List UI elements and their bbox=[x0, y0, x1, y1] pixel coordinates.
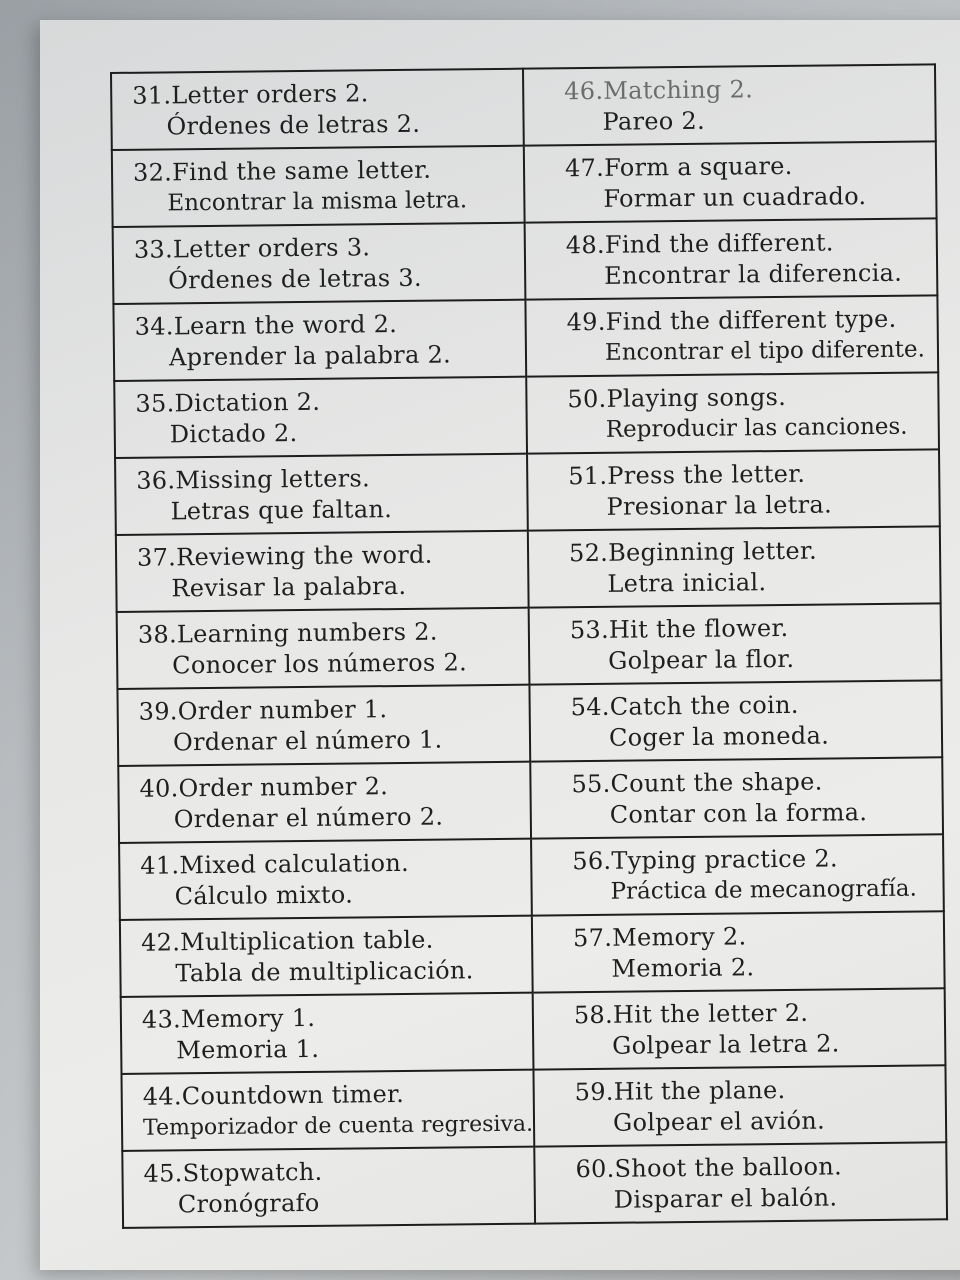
activity-cell bbox=[115, 454, 528, 535]
activity-number: 46. bbox=[564, 76, 604, 105]
activity-number: 55. bbox=[571, 769, 611, 798]
activity-cell bbox=[117, 685, 530, 766]
activity-english-title bbox=[566, 226, 936, 261]
activity-cell bbox=[524, 141, 937, 222]
activity-number: 49. bbox=[566, 307, 606, 336]
activity-cell bbox=[533, 1065, 946, 1146]
activity-spanish-title: Encontrar la misma letra. bbox=[167, 186, 468, 216]
activity-number: 60. bbox=[575, 1154, 615, 1183]
activity-number: 45. bbox=[143, 1158, 183, 1188]
activity-english-text: Playing songs. bbox=[606, 382, 787, 413]
activity-english-text: Hit the flower. bbox=[608, 613, 789, 644]
activity-english-text: Typing practice 2. bbox=[611, 843, 839, 875]
activity-spanish-title: Órdenes de letras 3. bbox=[168, 263, 422, 294]
activity-number: 51. bbox=[568, 461, 608, 490]
activity-english-title bbox=[571, 765, 941, 800]
activity-english-title bbox=[571, 688, 941, 723]
activity-spanish-title: Ordenar el número 2. bbox=[173, 802, 444, 833]
table-row bbox=[117, 603, 942, 689]
table-row bbox=[121, 1065, 946, 1151]
activity-spanish-title: Temporizador de cuenta regresiva. bbox=[142, 1111, 534, 1141]
activity-cell bbox=[113, 300, 526, 381]
activity-cell bbox=[111, 69, 524, 150]
activity-cell bbox=[523, 64, 936, 145]
activity-english-title bbox=[567, 380, 937, 415]
activity-spanish-title: Letra inicial. bbox=[607, 567, 767, 598]
activity-spanish-title: Dictado 2. bbox=[169, 418, 298, 448]
activity-cell bbox=[533, 988, 946, 1069]
activity-number: 53. bbox=[569, 615, 610, 644]
activity-spanish-title: Cálculo mixto. bbox=[174, 880, 354, 910]
activity-english-text: Mixed calculation. bbox=[179, 848, 410, 879]
activity-english-title bbox=[573, 919, 943, 954]
activity-english-text: Beginning letter. bbox=[607, 536, 818, 567]
activity-english-text: Catch the coin. bbox=[609, 690, 799, 721]
activity-english-title bbox=[136, 461, 526, 496]
activity-english-text: Hit the plane. bbox=[613, 1075, 786, 1106]
activity-english-text: Multiplication table. bbox=[180, 925, 434, 956]
table-row bbox=[118, 757, 943, 843]
table-row bbox=[114, 372, 939, 458]
activity-number: 38. bbox=[137, 619, 178, 649]
activity-english-title bbox=[572, 842, 942, 877]
activity-english-title bbox=[575, 1073, 945, 1108]
activity-english-title bbox=[565, 149, 935, 184]
activity-english-text: Find the different. bbox=[604, 227, 834, 259]
activity-spanish-title: Coger la moneda. bbox=[608, 721, 830, 752]
activity-english-text: Count the shape. bbox=[610, 767, 823, 798]
activity-spanish-title: Contar con la forma. bbox=[609, 797, 868, 829]
activity-english-title bbox=[135, 384, 525, 419]
activity-english-title bbox=[141, 923, 531, 958]
table-row bbox=[120, 911, 945, 997]
activity-spanish-title: Disparar el balón. bbox=[613, 1182, 838, 1214]
activity-cell bbox=[117, 608, 530, 689]
activity-english-title bbox=[134, 230, 524, 265]
activity-cell bbox=[112, 146, 525, 227]
activity-english-text: Missing letters. bbox=[175, 463, 371, 494]
activity-spanish-title: Presionar la letra. bbox=[606, 489, 833, 521]
activity-cell bbox=[121, 993, 534, 1074]
activity-english-text: Learn the word 2. bbox=[173, 309, 398, 340]
activity-cell bbox=[113, 223, 526, 304]
activity-number: 54. bbox=[570, 692, 610, 721]
activity-cell bbox=[532, 911, 945, 992]
activity-cell bbox=[534, 1142, 947, 1223]
activity-number: 42. bbox=[140, 927, 181, 957]
activity-english-title bbox=[568, 457, 938, 492]
activity-english-text: Letter orders 3. bbox=[172, 232, 371, 263]
activity-english-title bbox=[140, 846, 530, 881]
activity-cell bbox=[120, 916, 533, 997]
activity-cell bbox=[530, 757, 943, 838]
activity-spanish-title: Reproducir las canciones. bbox=[605, 413, 908, 443]
activity-number: 40. bbox=[139, 773, 179, 803]
activity-english-text: Order number 2. bbox=[178, 771, 389, 802]
activity-english-text: Reviewing the word. bbox=[176, 540, 433, 571]
activity-english-title bbox=[133, 153, 523, 188]
activity-cell bbox=[526, 372, 939, 453]
activity-spanish-title: Aprender la palabra 2. bbox=[168, 339, 452, 371]
activity-english-text: Hit the letter 2. bbox=[612, 998, 809, 1029]
activity-cell bbox=[527, 449, 940, 530]
activity-english-title bbox=[564, 72, 934, 107]
activity-spanish-title: Letras que faltan. bbox=[170, 494, 393, 525]
activity-spanish-title: Golpear la flor. bbox=[608, 644, 795, 675]
activity-spanish-title: Conocer los números 2. bbox=[172, 647, 468, 679]
activity-spanish-title: Cronógrafo bbox=[177, 1188, 320, 1218]
activity-spanish-title: Formar un cuadrado. bbox=[603, 181, 867, 213]
activity-table bbox=[110, 63, 948, 1229]
activity-cell bbox=[528, 526, 941, 607]
activity-number: 35. bbox=[135, 388, 175, 418]
activity-english-text: Press the letter. bbox=[607, 459, 806, 490]
activity-cell bbox=[119, 839, 532, 920]
activity-number: 33. bbox=[133, 234, 174, 264]
activity-english-text: Form a square. bbox=[603, 151, 793, 182]
activity-number: 31. bbox=[132, 80, 172, 110]
activity-cell bbox=[116, 531, 529, 612]
activity-english-text: Find the same letter. bbox=[171, 155, 432, 186]
activity-spanish-title: Memoria 1. bbox=[176, 1034, 320, 1064]
table-row bbox=[116, 526, 941, 612]
activity-number: 41. bbox=[140, 850, 180, 880]
table-row bbox=[115, 449, 940, 535]
activity-english-text: Memory 2. bbox=[612, 921, 747, 952]
activity-cell bbox=[118, 762, 531, 843]
activity-number: 50. bbox=[567, 384, 607, 413]
activity-english-title bbox=[139, 769, 529, 804]
activity-number: 48. bbox=[565, 230, 606, 259]
table-row bbox=[117, 680, 942, 766]
activity-number: 43. bbox=[141, 1004, 182, 1034]
activity-spanish-title: Golpear el avión. bbox=[612, 1106, 826, 1137]
activity-spanish-title: Práctica de mecanografía. bbox=[610, 875, 917, 905]
activity-number: 52. bbox=[568, 538, 609, 567]
activity-number: 56. bbox=[572, 846, 612, 875]
activity-english-text: Dictation 2. bbox=[174, 387, 321, 417]
activity-number: 32. bbox=[132, 157, 173, 187]
activity-english-text: Shoot the balloon. bbox=[614, 1151, 843, 1183]
table-row bbox=[121, 988, 946, 1074]
activity-cell bbox=[122, 1147, 535, 1228]
table-row bbox=[112, 141, 937, 227]
table-row bbox=[111, 64, 936, 150]
activity-list bbox=[110, 63, 948, 1218]
activity-english-text: Find the different type. bbox=[605, 304, 897, 336]
activity-spanish-title: Ordenar el número 1. bbox=[172, 725, 443, 756]
table-row bbox=[122, 1142, 947, 1228]
activity-spanish-title: Revisar la palabra. bbox=[171, 571, 407, 602]
activity-spanish-title: Memoria 2. bbox=[611, 952, 755, 983]
activity-english-title bbox=[137, 538, 527, 573]
activity-number: 58. bbox=[573, 1000, 614, 1029]
activity-english-title bbox=[575, 1150, 945, 1185]
activity-english-title bbox=[142, 1000, 532, 1035]
activity-number: 34. bbox=[134, 311, 174, 341]
activity-spanish-title: Órdenes de letras 2. bbox=[166, 109, 421, 140]
activity-number: 47. bbox=[564, 153, 605, 182]
activity-cell bbox=[529, 680, 942, 761]
activity-english-text: Countdown timer. bbox=[181, 1079, 405, 1110]
activity-cell bbox=[525, 295, 938, 376]
activity-english-title bbox=[569, 534, 939, 569]
activity-number: 39. bbox=[138, 696, 178, 726]
activity-spanish-title: Pareo 2. bbox=[602, 106, 706, 136]
activity-english-title bbox=[135, 307, 525, 342]
activity-number: 57. bbox=[572, 923, 613, 952]
activity-english-title bbox=[138, 615, 528, 650]
activity-cell bbox=[114, 377, 527, 458]
activity-english-text: Memory 1. bbox=[180, 1003, 316, 1033]
activity-english-title bbox=[143, 1154, 533, 1189]
activity-english-text: Order number 1. bbox=[177, 694, 388, 725]
activity-english-title bbox=[574, 996, 944, 1031]
activity-cell bbox=[529, 603, 942, 684]
activity-english-title bbox=[570, 611, 940, 646]
activity-number: 59. bbox=[574, 1077, 614, 1106]
activity-english-title bbox=[566, 303, 936, 338]
activity-english-title bbox=[139, 692, 529, 727]
table-row bbox=[113, 295, 938, 381]
table-row bbox=[119, 834, 944, 920]
activity-english-text: Stopwatch. bbox=[182, 1157, 323, 1187]
activity-cell bbox=[531, 834, 944, 915]
activity-number: 36. bbox=[136, 465, 176, 495]
activity-spanish-title: Encontrar la diferencia. bbox=[604, 258, 903, 290]
activity-cell bbox=[121, 1070, 534, 1151]
activity-number: 44. bbox=[142, 1081, 182, 1111]
activity-spanish-title: Tabla de multiplicación. bbox=[175, 955, 474, 987]
activity-spanish-title: Golpear la letra 2. bbox=[612, 1028, 840, 1060]
activity-english-text: Letter orders 2. bbox=[171, 78, 369, 109]
activity-english-text: Learning numbers 2. bbox=[176, 617, 438, 648]
activity-spanish-title: Encontrar el tipo diferente. bbox=[604, 335, 926, 366]
activity-number: 37. bbox=[136, 542, 177, 572]
activity-english-title bbox=[143, 1077, 533, 1112]
activity-english-text: Matching 2. bbox=[603, 74, 754, 105]
table-row bbox=[113, 218, 938, 304]
activity-cell bbox=[525, 218, 938, 299]
activity-english-title bbox=[132, 76, 522, 111]
